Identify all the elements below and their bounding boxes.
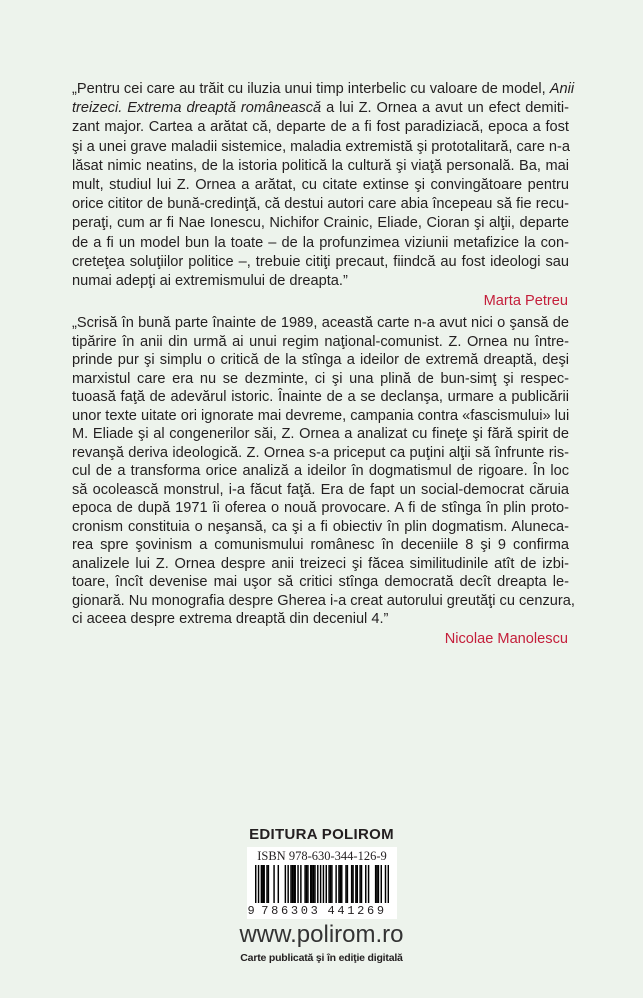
quote-text: „Pentru cei care au trăit cu iluzia unui timp interbelic cu valoare de model, xyxy=(72,81,550,97)
barcode-bar xyxy=(388,865,389,903)
publisher-name: EDITURA POLIROM xyxy=(249,826,394,843)
quote-text: şi a unei grave maladii sistemice, maladia extremistă şi prototalitară, care n-a xyxy=(72,138,571,155)
barcode-bar xyxy=(368,865,369,903)
quote-line xyxy=(72,138,569,157)
quote-text: cronism constituia o neşansă, ca şi a fi obiectiv în plin dogmatism. Aluneca- xyxy=(72,518,569,535)
quote-line xyxy=(72,462,569,481)
quote-text: numai adepţi ai extremismului de dreapta.” xyxy=(72,273,348,290)
quote-text: creteţea soluţiilor politice –, trebuie citiţi precaut, fiindcă au fost ideologi sau xyxy=(72,253,569,270)
quote-text: ci aceea despre extrema dreaptă din deceniul 4.” xyxy=(72,611,389,627)
barcode-bar xyxy=(285,865,286,903)
barcode-bar xyxy=(326,865,327,903)
barcode-digit: 3 xyxy=(310,904,318,918)
barcode-bar xyxy=(341,865,342,903)
isbn-label: ISBN 978-630-344-126-9 xyxy=(257,849,387,863)
quote-author: Marta Petreu xyxy=(483,293,568,309)
quote-text: marxistul care era nu se dezminte, ci şi una plină de bun-simţ şi respec- xyxy=(72,370,569,387)
quote-text: M. Eliade şi al congenerilor săi, Z. Ornea a analizat cu fineţe şi fără spirit de xyxy=(72,426,569,442)
barcode-bar xyxy=(297,865,298,903)
digital-edition-note: Carte publicată şi în ediţie digitală xyxy=(240,952,403,964)
quote-text: lăsat nimic neatins, de la istoria politică la cultură şi viaţă personală. Ba, mai xyxy=(72,157,569,174)
barcode-bar xyxy=(292,865,293,903)
quote-line xyxy=(72,388,569,407)
quote-line xyxy=(72,351,569,370)
barcode-digit: 4 xyxy=(327,904,335,918)
barcode-bar xyxy=(320,865,321,903)
barcode-digit: 3 xyxy=(290,904,299,918)
barcode-bar xyxy=(381,865,382,903)
barcode-bar xyxy=(304,865,305,903)
quote-text: tipărire în anii din urmă ai unui regim naţional-comunist. Z. Ornea nu între- xyxy=(72,333,569,350)
barcode-bar xyxy=(313,865,314,903)
quote-marta-petreu xyxy=(72,80,575,291)
quote-text: analizele lui Z. Ornea despre anii treizeci şi făcea similitudinile atît de izbi- xyxy=(72,555,569,572)
barcode-digit: 7 xyxy=(261,904,269,918)
barcode-digit: 2 xyxy=(357,904,365,918)
quote-line xyxy=(72,118,569,137)
barcode-bar xyxy=(378,865,379,903)
quote-line xyxy=(72,272,569,291)
quote-line xyxy=(72,214,569,233)
quote-line xyxy=(72,195,569,214)
barcode-bar xyxy=(335,865,336,903)
quote-line xyxy=(72,99,569,118)
barcode-digit: 8 xyxy=(271,904,279,918)
barcode-bar xyxy=(310,865,311,903)
quote-text: epoca de după 1971 îi oferea o nouă provocare. A fi de stînga în plin proto- xyxy=(72,500,569,516)
quote-line xyxy=(72,80,575,99)
barcode-bar xyxy=(385,865,386,903)
barcode-bar xyxy=(376,865,377,903)
barcode-bar xyxy=(340,865,341,903)
barcode-digit: 0 xyxy=(300,904,308,918)
barcode-bar xyxy=(317,865,318,903)
barcode-bar xyxy=(352,865,353,903)
barcode-bar xyxy=(365,865,366,903)
barcode-bar xyxy=(287,865,288,903)
barcode-bar xyxy=(293,865,294,903)
quote-line xyxy=(72,234,569,253)
quote-line xyxy=(72,610,569,629)
barcode-bar xyxy=(258,865,259,903)
quote-line xyxy=(72,536,569,555)
barcode-bar xyxy=(361,865,362,903)
barcode-bar xyxy=(273,865,274,903)
barcode-bar xyxy=(345,865,346,903)
quote-text: mult, studiul lui Z. Ornea a arătat, cu citate extinse şi convingătoare pentru xyxy=(72,177,569,194)
quote-text: să ocolească monstrul, i-a făcut faţă. Era de fapt un social-democrat căruia xyxy=(72,481,569,498)
barcode-bar xyxy=(323,865,324,903)
quote-line xyxy=(72,176,569,195)
quote-text: „Scrisă în bună parte înainte de 1989, această carte n-a avut nici o şansă de xyxy=(72,315,569,331)
quote-text: orice cititor de bună-credinţă, că destui autori care abia începeau să fie recu- xyxy=(72,196,569,213)
quote-line xyxy=(72,499,569,518)
barcode-digit: 9 xyxy=(247,904,255,918)
barcode-bar xyxy=(314,865,315,903)
barcode-bar xyxy=(307,865,308,903)
barcode-digit: 4 xyxy=(337,904,345,918)
quote-text: unor texte uitate ori ignorate mai devreme, campania contra «fascismului» lui xyxy=(72,407,570,424)
barcode-bar xyxy=(359,865,360,903)
quote-text: de a fi un model bun la toate – de la profunzimea viziunii metafizice la con- xyxy=(72,234,569,251)
barcode-bar xyxy=(355,865,356,903)
barcode-bar xyxy=(263,865,264,903)
barcode-bars xyxy=(255,865,389,905)
quote-line xyxy=(72,370,569,389)
barcode-bar xyxy=(347,865,348,903)
publisher-website: www.polirom.ro xyxy=(239,921,404,948)
quote-line xyxy=(72,518,569,537)
quote-text: prinde pur şi simplu o critică de la stînga a ideilor de extremă dreaptă, deşi xyxy=(72,352,569,368)
quote-line xyxy=(72,592,575,611)
quote-author: Nicolae Manolescu xyxy=(444,631,568,647)
barcode-bar xyxy=(278,865,279,903)
quote-line xyxy=(72,425,569,444)
barcode-bar xyxy=(294,865,295,903)
quote-line xyxy=(72,253,569,272)
quote-line xyxy=(72,314,569,333)
barcode-bar xyxy=(306,865,307,903)
quote-line xyxy=(72,573,569,592)
quote-line xyxy=(72,333,569,352)
quote-line xyxy=(72,444,569,463)
barcode-digit: 6 xyxy=(280,904,289,918)
barcode-bar xyxy=(328,865,329,903)
barcode-bar xyxy=(331,865,332,903)
barcode-bar xyxy=(262,865,263,903)
barcode-bar xyxy=(330,865,331,903)
quote-text: zant major. Cartea a arătat că, departe de a fi fost paradiziacă, epoca a fost xyxy=(72,119,569,136)
barcode-digit: 1 xyxy=(347,904,355,918)
barcode-digit: 9 xyxy=(376,904,385,918)
quote-line xyxy=(72,407,569,426)
quote-text: a lui Z. Ornea a avut un efect demiti- xyxy=(321,100,569,117)
barcode-bar xyxy=(338,865,339,903)
quote-text: tuoasă faţă de adevărul istoric. Înainte de a se declanşa, urmare a publicării xyxy=(72,389,569,405)
quote-line xyxy=(72,157,569,176)
barcode-bar xyxy=(300,865,301,903)
quote-text: gionară. Nu monografia despre Gherea i-a creat autorului greutăţi cu cenzura, xyxy=(72,592,575,609)
quote-text: revanşă deriva ideologică. Z. Ornea s-a priceput ca puţini alţii să înfrunte ris- xyxy=(72,444,569,461)
barcode-bar xyxy=(311,865,312,903)
barcode-bar xyxy=(255,865,256,903)
isbn-barcode xyxy=(247,847,397,919)
barcode-digit: 6 xyxy=(367,904,375,918)
barcode-bar xyxy=(375,865,376,903)
barcode-bar xyxy=(268,865,269,903)
quote-text: cul de a transforma orice analiză a ideilor în dogmatismul de rigoare. În loc xyxy=(72,463,569,479)
barcode-bar xyxy=(351,865,352,903)
quote-text: peraţi, cum ar fi Nae Ionescu, Nichifor Crainic, Eliade, Cioran şi alţii, departe xyxy=(72,215,569,232)
quote-text: toare, încît devenise mai uşor să critici stînga democrată decît dreapta le- xyxy=(72,574,569,590)
barcode-bar xyxy=(261,865,262,903)
book-title-italic: Anii xyxy=(549,81,575,97)
quote-line xyxy=(72,481,569,500)
barcode-bar xyxy=(266,865,267,903)
quote-nicolae-manolescu xyxy=(72,314,575,629)
quote-text: rea spre şovinism a comunismului românesc în deceniile 8 şi 9 confirma xyxy=(72,537,569,553)
quote-line xyxy=(72,555,569,574)
barcode-bar xyxy=(290,865,291,903)
book-title-italic: treizeci. Extrema dreaptă românească xyxy=(72,100,322,117)
barcode-bar xyxy=(357,865,358,903)
